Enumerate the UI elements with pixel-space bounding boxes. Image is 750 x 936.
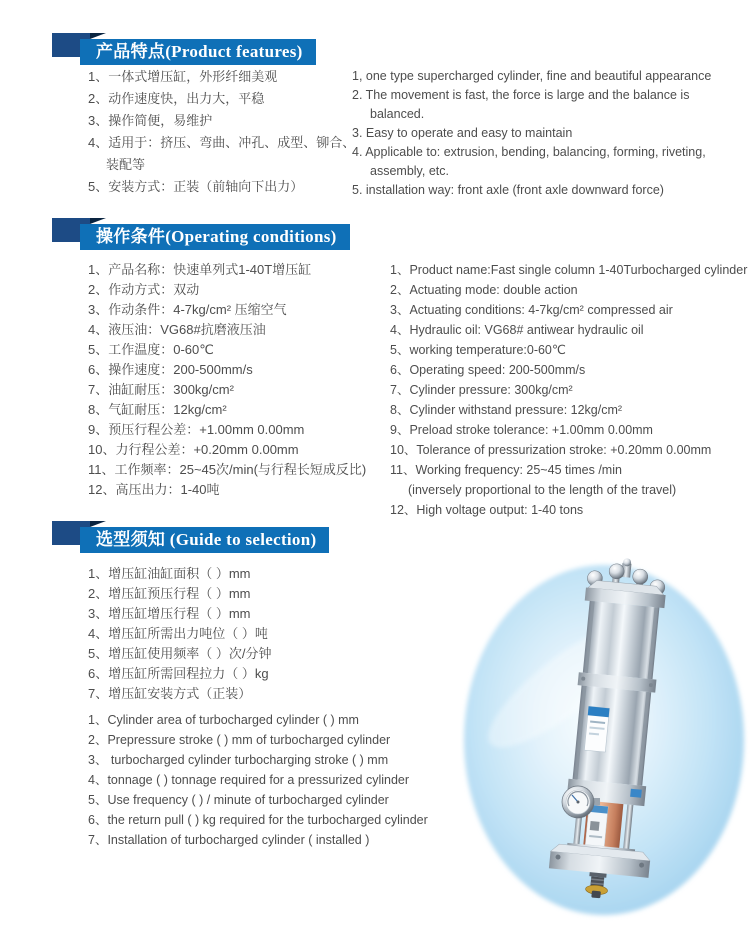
list-item: 4、液压油：VG68#抗磨液压油 (88, 322, 266, 337)
list-item: 8、气缸耐压：12kg/cm² (88, 402, 227, 417)
list-item: 7、Cylinder pressure: 300kg/cm² (390, 383, 573, 397)
list-item: 12、High voltage output: 1-40 tons (390, 503, 584, 517)
list-item: 1、Product name:Fast single column 1-40Turbocharged cylinder (390, 263, 748, 277)
rod-nub (591, 890, 601, 898)
list-item: assembly, etc. (370, 164, 449, 178)
list-item: 3. Easy to operate and easy to maintain (352, 126, 573, 140)
list-item: 1、增压缸油缸面积（ ）mm (88, 566, 251, 581)
operating-conditions-list-cn (88, 260, 366, 500)
list-item: 5. installation way: front axle (front axle downward force) (352, 183, 664, 197)
list-item: 11、Working frequency: 25~45 times /min (390, 463, 622, 477)
list-item: 6、增压缸所需回程拉力（ ）kg (88, 666, 269, 681)
list-item: 7、增压缸安装方式（正装） (88, 686, 252, 701)
list-item: 4. Applicable to: extrusion, bending, balancing, forming, riveting, (352, 145, 706, 159)
list-item: 5、增压缸使用频率（ ）次/分钟 (88, 646, 272, 661)
list-item: 2、动作速度快，出力大，平稳 (88, 91, 265, 106)
brand-label (584, 706, 609, 752)
list-item: 2、Prepressure stroke ( ) mm of turbocharged cylinder (88, 733, 391, 747)
list-item: 11、工作频率：25~45次/min(与行程长短成反比) (88, 462, 367, 477)
list-item: 2、Actuating mode: double action (390, 283, 578, 297)
list-item: 1、一体式增压缸，外形纤细美观 (88, 69, 278, 84)
upper-cylinder-barrel (583, 601, 660, 679)
list-item: 3、Actuating conditions: 4-7kg/cm² compressed air (390, 303, 673, 317)
list-item: 8、Cylinder withstand pressure: 12kg/cm² (390, 403, 623, 417)
list-item: 9、Preload stroke tolerance: +1.00mm 0.00mm (390, 423, 653, 437)
list-item: 7、油缸耐压：300kg/cm² (88, 382, 234, 397)
list-item: 5、工作温度：0-60℃ (88, 342, 214, 357)
list-item: 2、作动方式：双动 (88, 282, 200, 297)
list-item: 6、the return pull ( ) kg required for the turbocharged cylinder (88, 813, 428, 827)
product-features-list-en (352, 67, 711, 200)
list-item: 5、working temperature:0-60℃ (390, 343, 566, 357)
list-item: 5、Use frequency ( ) / minute of turbocharged cylinder (88, 793, 389, 807)
list-item: 6、操作速度：200-500mm/s (88, 362, 253, 377)
list-item: 装配等 (106, 157, 146, 172)
list-item: 9、预压行程公差：+1.00mm 0.00mm (88, 422, 305, 437)
list-item: 12、高压出力：1-40吨 (88, 482, 220, 497)
list-item: 1, one type supercharged cylinder, fine and beautiful appearance (352, 69, 712, 83)
list-item: 10、力行程公差：+0.20mm 0.00mm (88, 442, 299, 457)
list-item: 1、产品名称：快速单列式1-40T增压缸 (88, 262, 312, 277)
list-item: 4、tonnage ( ) tonnage required for a pressurized cylinder (88, 773, 410, 787)
product-features-list-cn (88, 66, 355, 198)
list-item: 3、作动条件：4-7kg/cm² 压缩空气 (88, 302, 287, 317)
section-title: 操作条件(Operating conditions) (80, 224, 350, 250)
guide-to-selection-list-cn (88, 564, 271, 704)
list-item: 5、安装方式：正装（前轴向下出力） (88, 179, 304, 194)
booster-cylinder-product-photo (460, 550, 750, 936)
list-item: 3、 turbocharged cylinder turbocharging stroke ( ) mm (88, 753, 389, 767)
list-item: 7、Installation of turbocharged cylinder ( installed ) (88, 833, 370, 847)
list-item: 3、操作简便，易维护 (88, 113, 213, 128)
list-item: 2. The movement is fast, the force is large and the balance is (352, 88, 690, 102)
list-item: 4、适用于：挤压、弯曲、冲孔、成型、铆合、 (88, 135, 356, 150)
guide-to-selection-list-en (88, 710, 428, 850)
section-title: 选型须知 (Guide to selection) (80, 527, 329, 553)
section-title: 产品特点(Product features) (80, 39, 316, 65)
list-item: 6、Operating speed: 200-500mm/s (390, 363, 586, 377)
list-item: 4、增压缸所需出力吨位（ ）吨 (88, 626, 268, 641)
air-fitting (630, 789, 642, 798)
list-item: 2、增压缸预压行程（ ）mm (88, 586, 251, 601)
list-item: 4、Hydraulic oil: VG68# antiwear hydraulic oil (390, 323, 644, 337)
list-item: balanced. (370, 107, 425, 121)
list-item: (inversely proportional to the length of the travel) (408, 483, 677, 497)
list-item: 1、Cylinder area of turbocharged cylinder ( ) mm (88, 713, 359, 727)
operating-conditions-list-en (390, 260, 747, 520)
list-item: 3、增压缸增压行程（ ）mm (88, 606, 251, 621)
list-item: 10、Tolerance of pressurization stroke: +0.20mm 0.00mm (390, 443, 712, 457)
